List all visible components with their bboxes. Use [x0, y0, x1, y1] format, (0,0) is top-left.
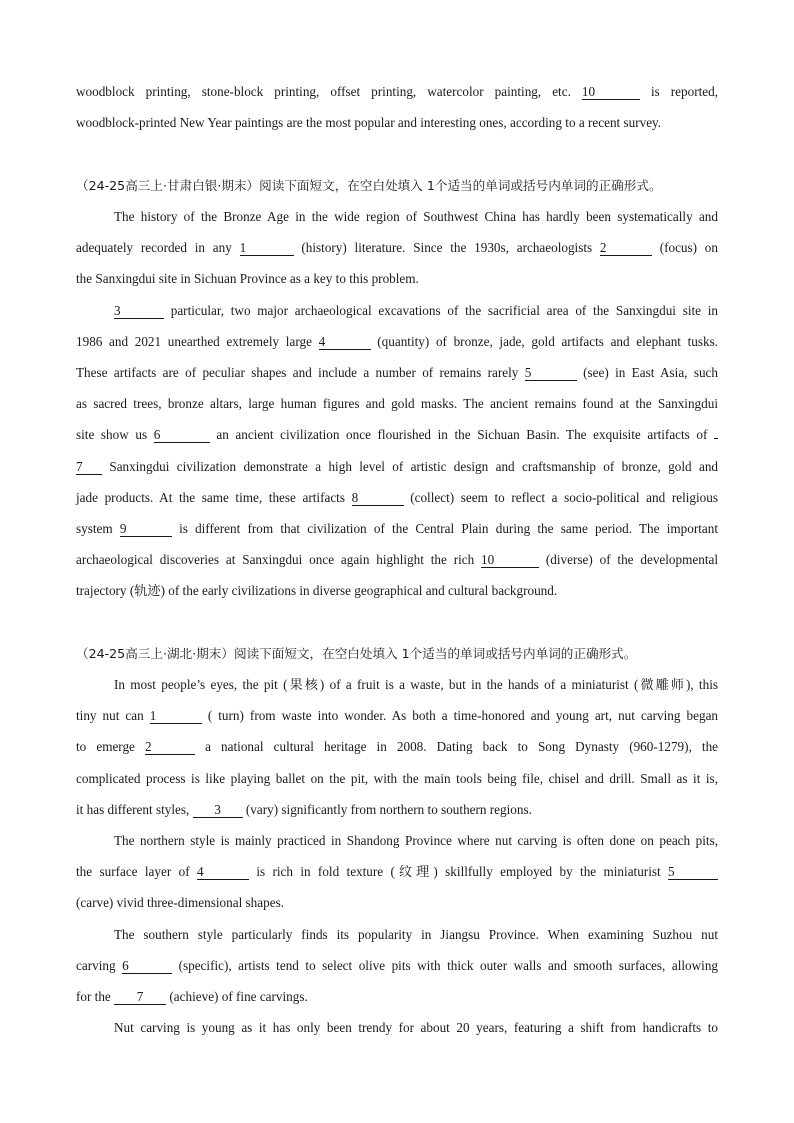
text-line — [76, 989, 718, 1005]
text-line — [76, 396, 718, 412]
section-heading — [76, 646, 718, 662]
line-text: （24-25高三上·甘肃白银·期末）阅读下面短文，在空白处填入 1个适当的单词或括号内单词的正确形式。 — [76, 178, 662, 193]
line-text: The northern style is mainly practiced in Shandong Province where nut carving is often done on peach pits, — [114, 833, 718, 848]
answer-blank[interactable]: 1 — [150, 709, 202, 724]
line-text: ( turn) from waste into wonder. As both a time-honored and young art, nut carving began — [207, 708, 719, 723]
line-text: Sanxingdui civilization demonstrate a high level of artistic design and craftsmanship of bronze, gold and — [109, 459, 719, 474]
line-text: Nut carving is young as it has only been trendy for about 20 years, featuring a shift from handicrafts to — [114, 1020, 718, 1035]
text-line — [76, 490, 718, 506]
answer-blank[interactable]: 7 — [76, 460, 102, 475]
answer-blank[interactable]: 7 — [114, 990, 166, 1005]
line-text: (quantity) of bronze, jade, gold artifacts and elephant tusks. — [377, 334, 719, 349]
text-line — [76, 365, 718, 381]
answer-blank[interactable]: 4 — [319, 335, 371, 350]
line-text: particular, two major archaeological excavations of the sacrificial area of the Sanxingdui site in — [170, 303, 718, 318]
line-text: tiny nut can — [76, 708, 144, 723]
line-text: (see) in East Asia, such — [583, 365, 719, 380]
line-text: woodblock printing, stone-block printing, offset printing, watercolor painting, etc. — [76, 84, 571, 99]
answer-blank[interactable]: 2 — [600, 241, 652, 256]
text-line — [76, 521, 718, 537]
answer-blank[interactable]: 9 — [120, 522, 172, 537]
text-line — [114, 209, 718, 225]
text-line — [76, 552, 718, 568]
text-line — [76, 583, 718, 599]
text-line — [76, 864, 718, 880]
answer-blank[interactable]: 2 — [145, 740, 195, 755]
line-text: the surface layer of — [76, 864, 190, 879]
line-text: These artifacts are of peculiar shapes and include a number of remains rarely — [76, 365, 519, 380]
answer-blank[interactable]: 3 — [193, 803, 243, 818]
text-line — [76, 802, 718, 818]
answer-blank[interactable] — [714, 438, 718, 439]
text-line — [114, 1020, 718, 1036]
answer-blank[interactable]: 1 — [240, 241, 294, 256]
line-text: (diverse) of the developmental — [545, 552, 718, 567]
text-line — [76, 771, 718, 787]
line-text: 1986 and 2021 unearthed extremely large — [76, 334, 312, 349]
line-text: The history of the Bronze Age in the wide region of Southwest China has hardly been systematically and — [114, 209, 718, 224]
text-line — [76, 84, 718, 100]
line-text: complicated process is like playing ballet on the pit, with the main tools being file, chisel and drill. Small as it is, — [76, 771, 718, 786]
answer-blank[interactable]: 6 — [122, 959, 172, 974]
line-text: trajectory (轨迹) of the early civilizations in diverse geographical and cultural background. — [76, 583, 558, 598]
section-heading — [76, 178, 718, 194]
answer-blank[interactable]: 5 — [525, 366, 577, 381]
text-line — [114, 927, 718, 943]
line-text: to emerge — [76, 739, 135, 754]
line-text: In most people’s eyes, the pit (果核) of a fruit is a waste, but in the hands of a miniaturist (微雕师), this — [114, 677, 718, 692]
answer-blank[interactable]: 6 — [154, 428, 210, 443]
text-line — [76, 895, 718, 911]
line-text: jade products. At the same time, these artifacts — [76, 490, 345, 505]
text-line — [76, 115, 718, 131]
text-line — [76, 271, 718, 287]
text-line — [114, 833, 718, 849]
line-text: a national cultural heritage in 2008. Dating back to Song Dynasty (960-1279), the — [205, 739, 719, 754]
line-text: The southern style particularly finds its popularity in Jiangsu Province. When examining Suzhou nut — [114, 927, 718, 942]
line-text: is different from that civilization of the Central Plain during the same period. The important — [179, 521, 718, 536]
line-text: the Sanxingdui site in Sichuan Province as a key to this problem. — [76, 271, 419, 286]
line-text: (vary) significantly from northern to southern regions. — [245, 802, 532, 817]
line-text: (carve) vivid three-dimensional shapes. — [76, 895, 284, 910]
line-text: archaeological discoveries at Sanxingdui once again highlight the rich — [76, 552, 475, 567]
text-line — [76, 958, 718, 974]
text-line — [114, 677, 718, 693]
text-line — [76, 427, 718, 443]
answer-blank[interactable]: 5 — [668, 865, 718, 880]
line-text: (history) literature. Since the 1930s, archaeologists — [301, 240, 593, 255]
answer-blank[interactable]: 10 — [582, 85, 640, 100]
answer-blank[interactable]: 4 — [197, 865, 249, 880]
text-line — [76, 739, 718, 755]
line-text: adequately recorded in any — [76, 240, 232, 255]
line-text: an ancient civilization once flourished in the Sichuan Basin. The exquisite artifacts of — [216, 427, 708, 442]
line-text: woodblock-printed New Year paintings are the most popular and interesting ones, according to a recent survey. — [76, 115, 662, 130]
line-text: system — [76, 521, 113, 536]
answer-blank[interactable]: 3 — [114, 304, 164, 319]
line-text: carving — [76, 958, 116, 973]
line-text: （24-25高三上·湖北·期末）阅读下面短文，在空白处填入 1个适当的单词或括号内单词的正确形式。 — [76, 646, 637, 661]
line-text: as sacred trees, bronze altars, large human figures and gold masks. The ancient remains found at the Sanxingdui — [76, 396, 718, 411]
answer-blank[interactable]: 10 — [481, 553, 539, 568]
text-line — [76, 459, 718, 475]
line-text: (specific), artists tend to select olive pits with thick outer walls and smooth surfaces, allowing — [178, 958, 719, 973]
text-line — [76, 708, 718, 724]
line-text: it has different styles, — [76, 802, 190, 817]
line-text: is rich in fold texture (纹理) skillfully employed by the miniaturist — [256, 864, 661, 879]
line-text: is reported, — [650, 84, 719, 99]
line-text: (focus) on — [659, 240, 718, 255]
line-text: (achieve) of fine carvings. — [169, 989, 308, 1004]
line-text: site show us — [76, 427, 148, 442]
answer-blank[interactable]: 8 — [352, 491, 404, 506]
text-line — [76, 240, 718, 256]
line-text: (collect) seem to reflect a socio-political and religious — [410, 490, 718, 505]
line-text: for the — [76, 989, 111, 1004]
text-line — [76, 334, 718, 350]
text-line — [114, 303, 718, 319]
